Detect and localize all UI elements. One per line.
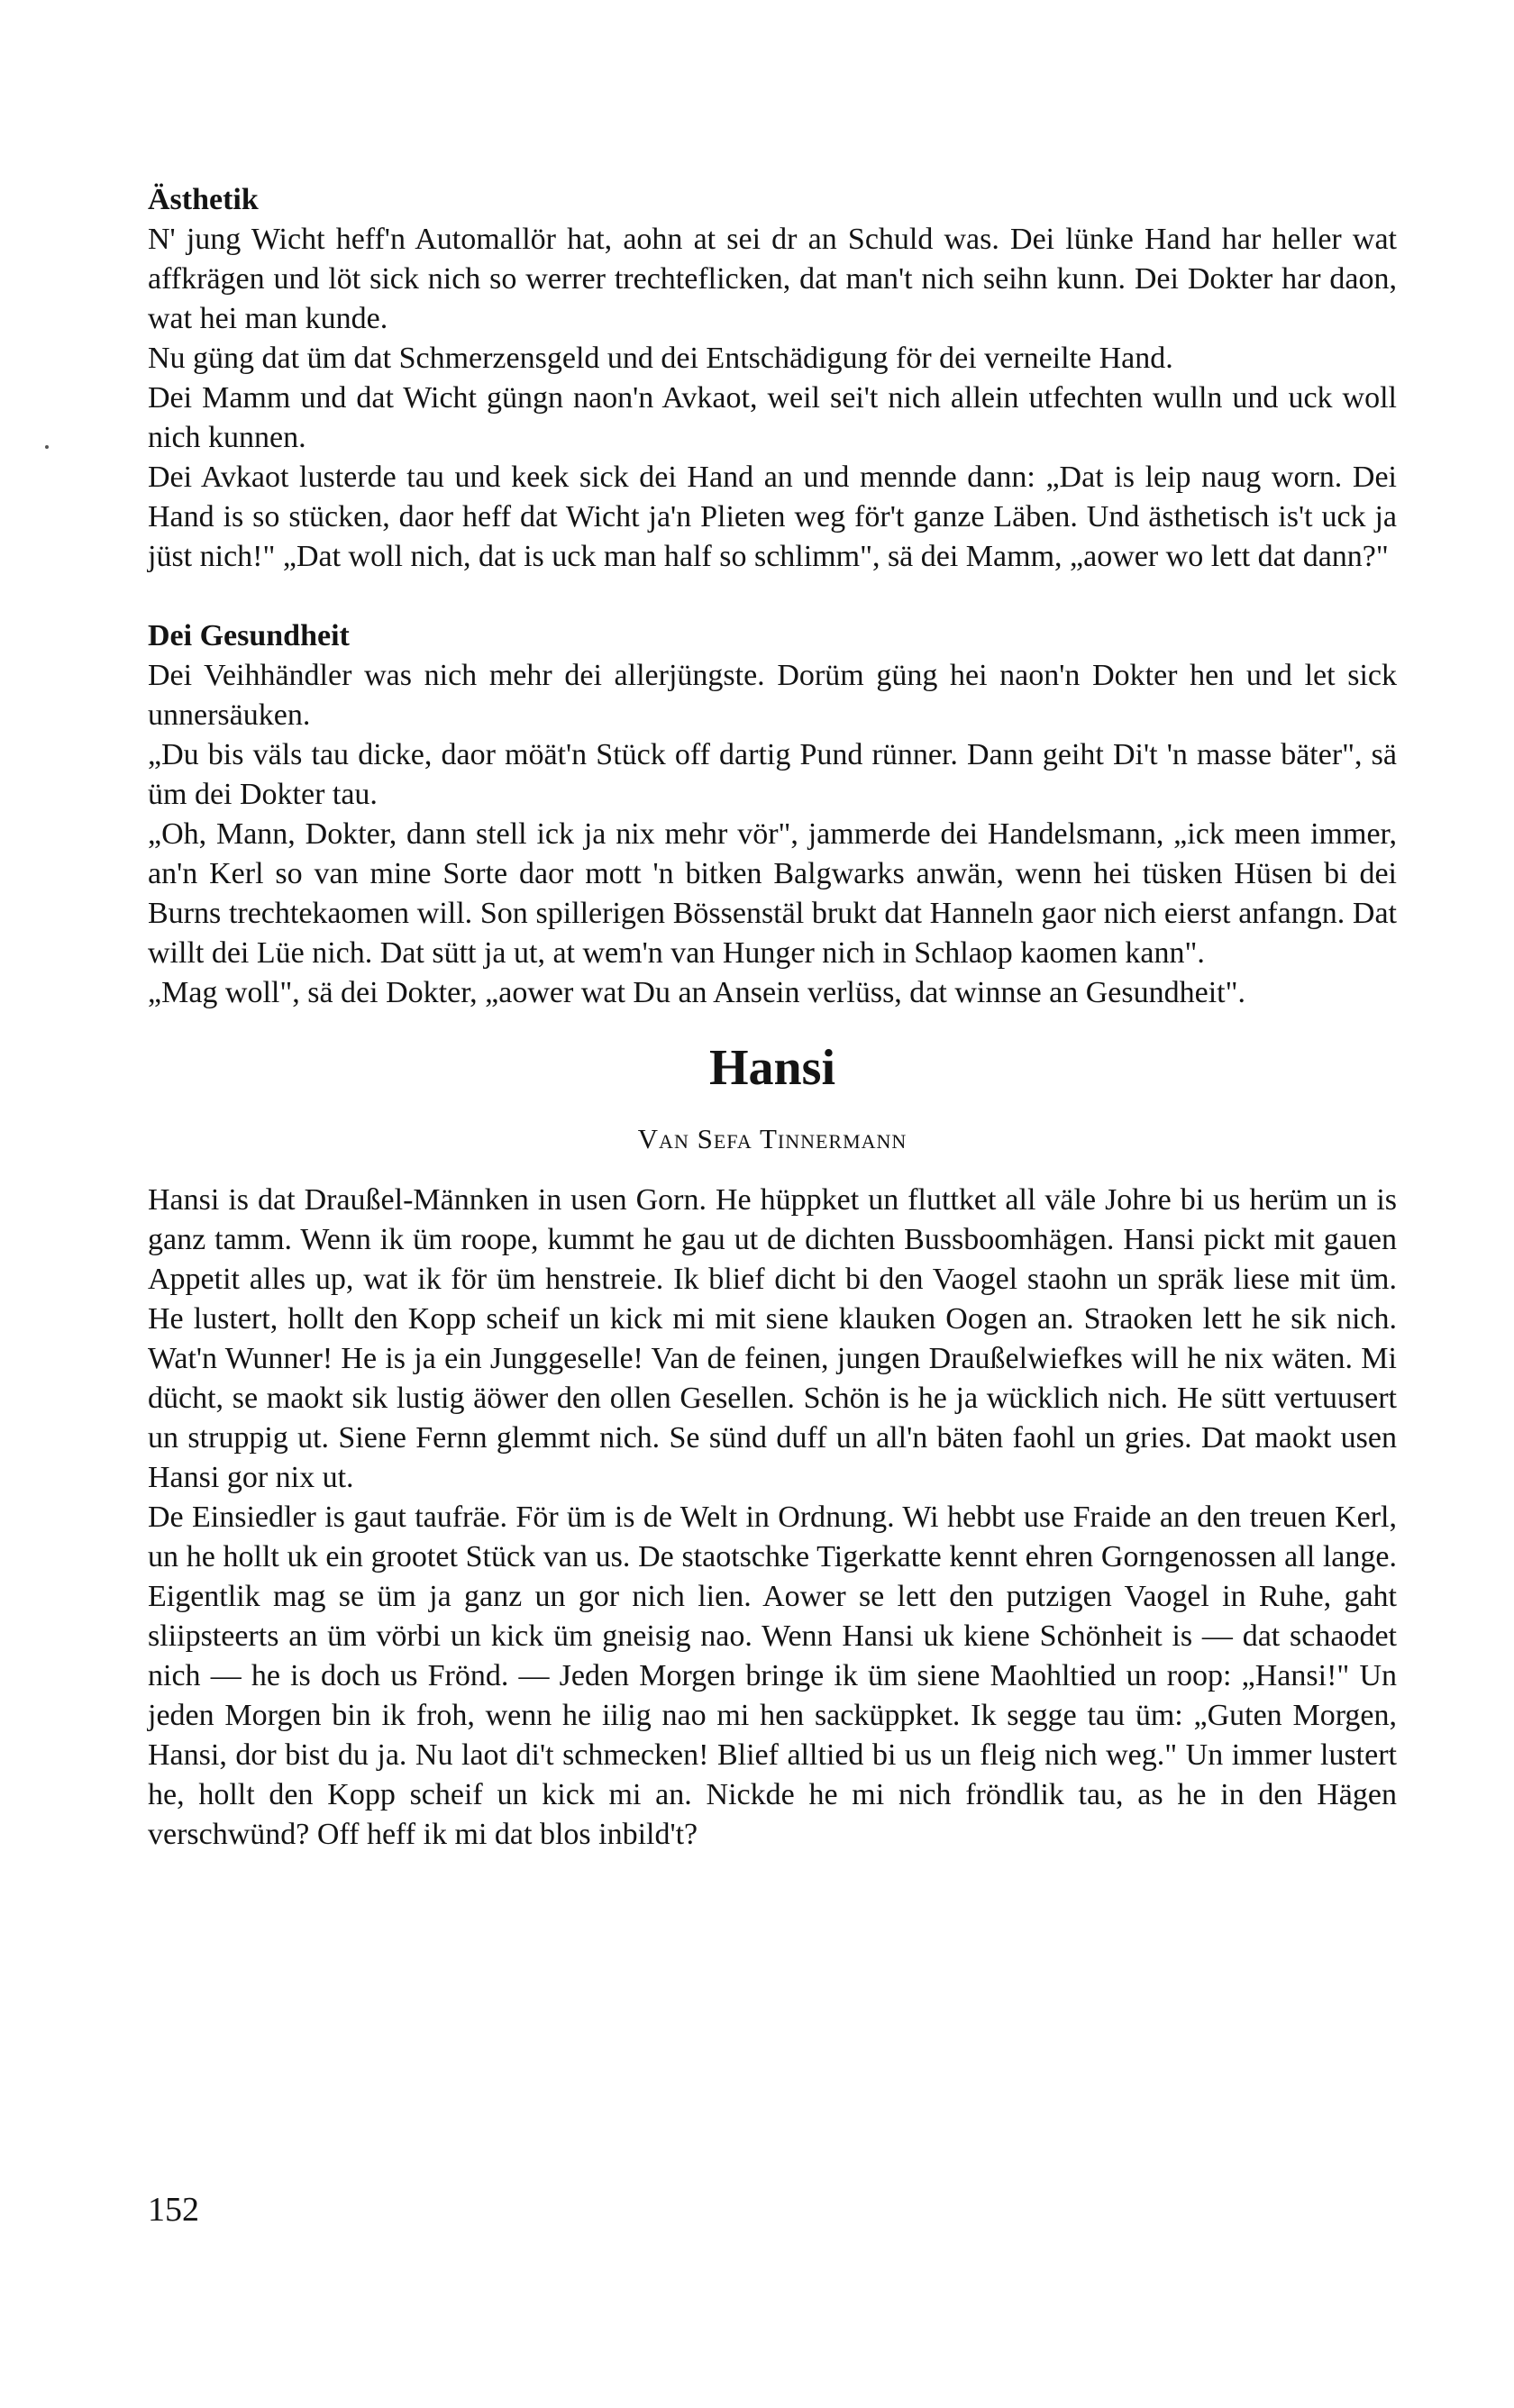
paragraph: „Du bis väls tau dicke, daor möät'n Stück off dartig Pund rünner. Dann geiht Di't 'n masse bäter", sä üm dei Dokter tau. bbox=[148, 738, 1397, 811]
section-aesthetik bbox=[148, 180, 1397, 577]
paragraph: Dei Mamm und dat Wicht güngn naon'n Avkaot, weil sei't nich allein utfechten wulln und uck woll nich kunnen. bbox=[148, 381, 1397, 454]
story-title: Hansi bbox=[708, 1040, 836, 1096]
paragraph: „Oh, Mann, Dokter, dann stell ick ja nix mehr vör", jammerde dei Handelsmann, „ick meen immer, an'n Kerl so van mine Sorte daor mott 'n bitken Balgwarks anwän, wenn hei tüsken Hüsen bi dei Burns trechtekaomen will. Son spillerigen Bössenstäl brukt dat Hanneln gaor nich eierst anfangn. Dat willt dei Lüe nich. Dat sütt ja ut, at wem'n van Hunger nich in Schlaop kaomen kann". bbox=[148, 817, 1397, 970]
story-hansi bbox=[148, 1036, 1397, 1855]
story-author: Van Sefa Tinnermann bbox=[637, 1123, 907, 1154]
section-heading: Dei Gesundheit bbox=[148, 619, 350, 652]
paragraph: Dei Veihhändler was nich mehr dei allerjüngste. Dorüm güng hei naon'n Dokter hen und let sick unnersäuken. bbox=[148, 659, 1397, 732]
section-heading: Ästhetik bbox=[148, 183, 259, 216]
page-content bbox=[148, 180, 1397, 1855]
paragraph: Nu güng dat üm dat Schmerzensgeld und dei Entschädigung för dei verneilte Hand. bbox=[148, 342, 1173, 375]
paragraph: Dei Avkaot lusterde tau und keek sick dei Hand an und mennde dann: „Dat is leip naug worn. Dei Hand is so stücken, daor heff dat Wicht ja'n Plieten weg för't ganze Läben. Und ästhetisch is't uck ja jüst nich!" „Dat woll nich, dat is uck man half so schlimm", sä dei Mamm, „aower wo lett dat dann?" bbox=[148, 461, 1397, 573]
paragraph: De Einsiedler is gaut taufräe. För üm is de Welt in Ordnung. Wi hebbt use Fraide an den treuen Kerl, un he hollt uk ein grootet Stück van us. De staotschke Tigerkatte kennt ehren Gorngenossen all lange. Eigentlik mag se üm ja ganz un gor nich lien. Aower se lett den putzigen Vaogel in Ruhe, gaht sliipsteerts an üm vörbi un kick üm gneisig nao. Wenn Hansi uk kiene Schönheit is — dat schaodet nich — he is doch us Frönd. — Jeden Morgen bringe ik üm siene Maohltied un roop: „Hansi!" Un jeden Morgen bin ik froh, wenn he iilig nao mi hen sacküppket. Ik segge tau üm: „Guten Morgen, Hansi, dor bist du ja. Nu laot di't schmecken! Blief alltied bi us un fleig nich weg." Un immer lustert he, hollt den Kopp scheif un kick mi an. Nickde he mi nich fröndlik tau, as he in den Hägen verschwünd? Off heff ik mi dat blos inbild't? bbox=[148, 1500, 1397, 1851]
paragraph: Hansi is dat Draußel-Männken in usen Gorn. He hüppket un fluttket all väle Johre bi us herüm un is ganz tamm. Wenn ik üm roope, kummt he gau ut de dichten Bussboomhägen. Hansi pickt mit gauen Appetit alles up, wat ik för üm henstreie. Ik blief dicht bi den Vaogel staohn un spräk liese mit üm. He lustert, hollt den Kopp scheif un kick mi mit siene klauken Oogen an. Straoken lett he sik nich. Wat'n Wunner! He is ja ein Junggeselle! Van de feinen, jungen Draußelwiefkes will he nix wäten. Mi dücht, se maokt sik lustig äöwer den ollen Gesellen. Schön is he ja wücklich nich. He sütt vertuusert un struppig ut. Siene Fernn glemmt nich. Se sünd duff un all'n bäten faohl un gries. Dat maokt usen Hansi gor nix ut. bbox=[148, 1183, 1397, 1494]
paragraph: „Mag woll", sä dei Dokter, „aower wat Du an Ansein verlüss, dat winnse an Gesundheit". bbox=[148, 976, 1245, 1009]
page-number: 152 bbox=[148, 2191, 199, 2229]
paragraph: N' jung Wicht heff'n Automallör hat, aohn at sei dr an Schuld was. Dei lünke Hand har heller wat affkrägen und löt sick nich so werrer trechteflicken, dat man't nich seihn kunn. Dei Dokter har daon, wat hei man kunde. bbox=[148, 223, 1397, 335]
section-gesundheit bbox=[148, 616, 1397, 1013]
margin-mark bbox=[45, 445, 49, 449]
